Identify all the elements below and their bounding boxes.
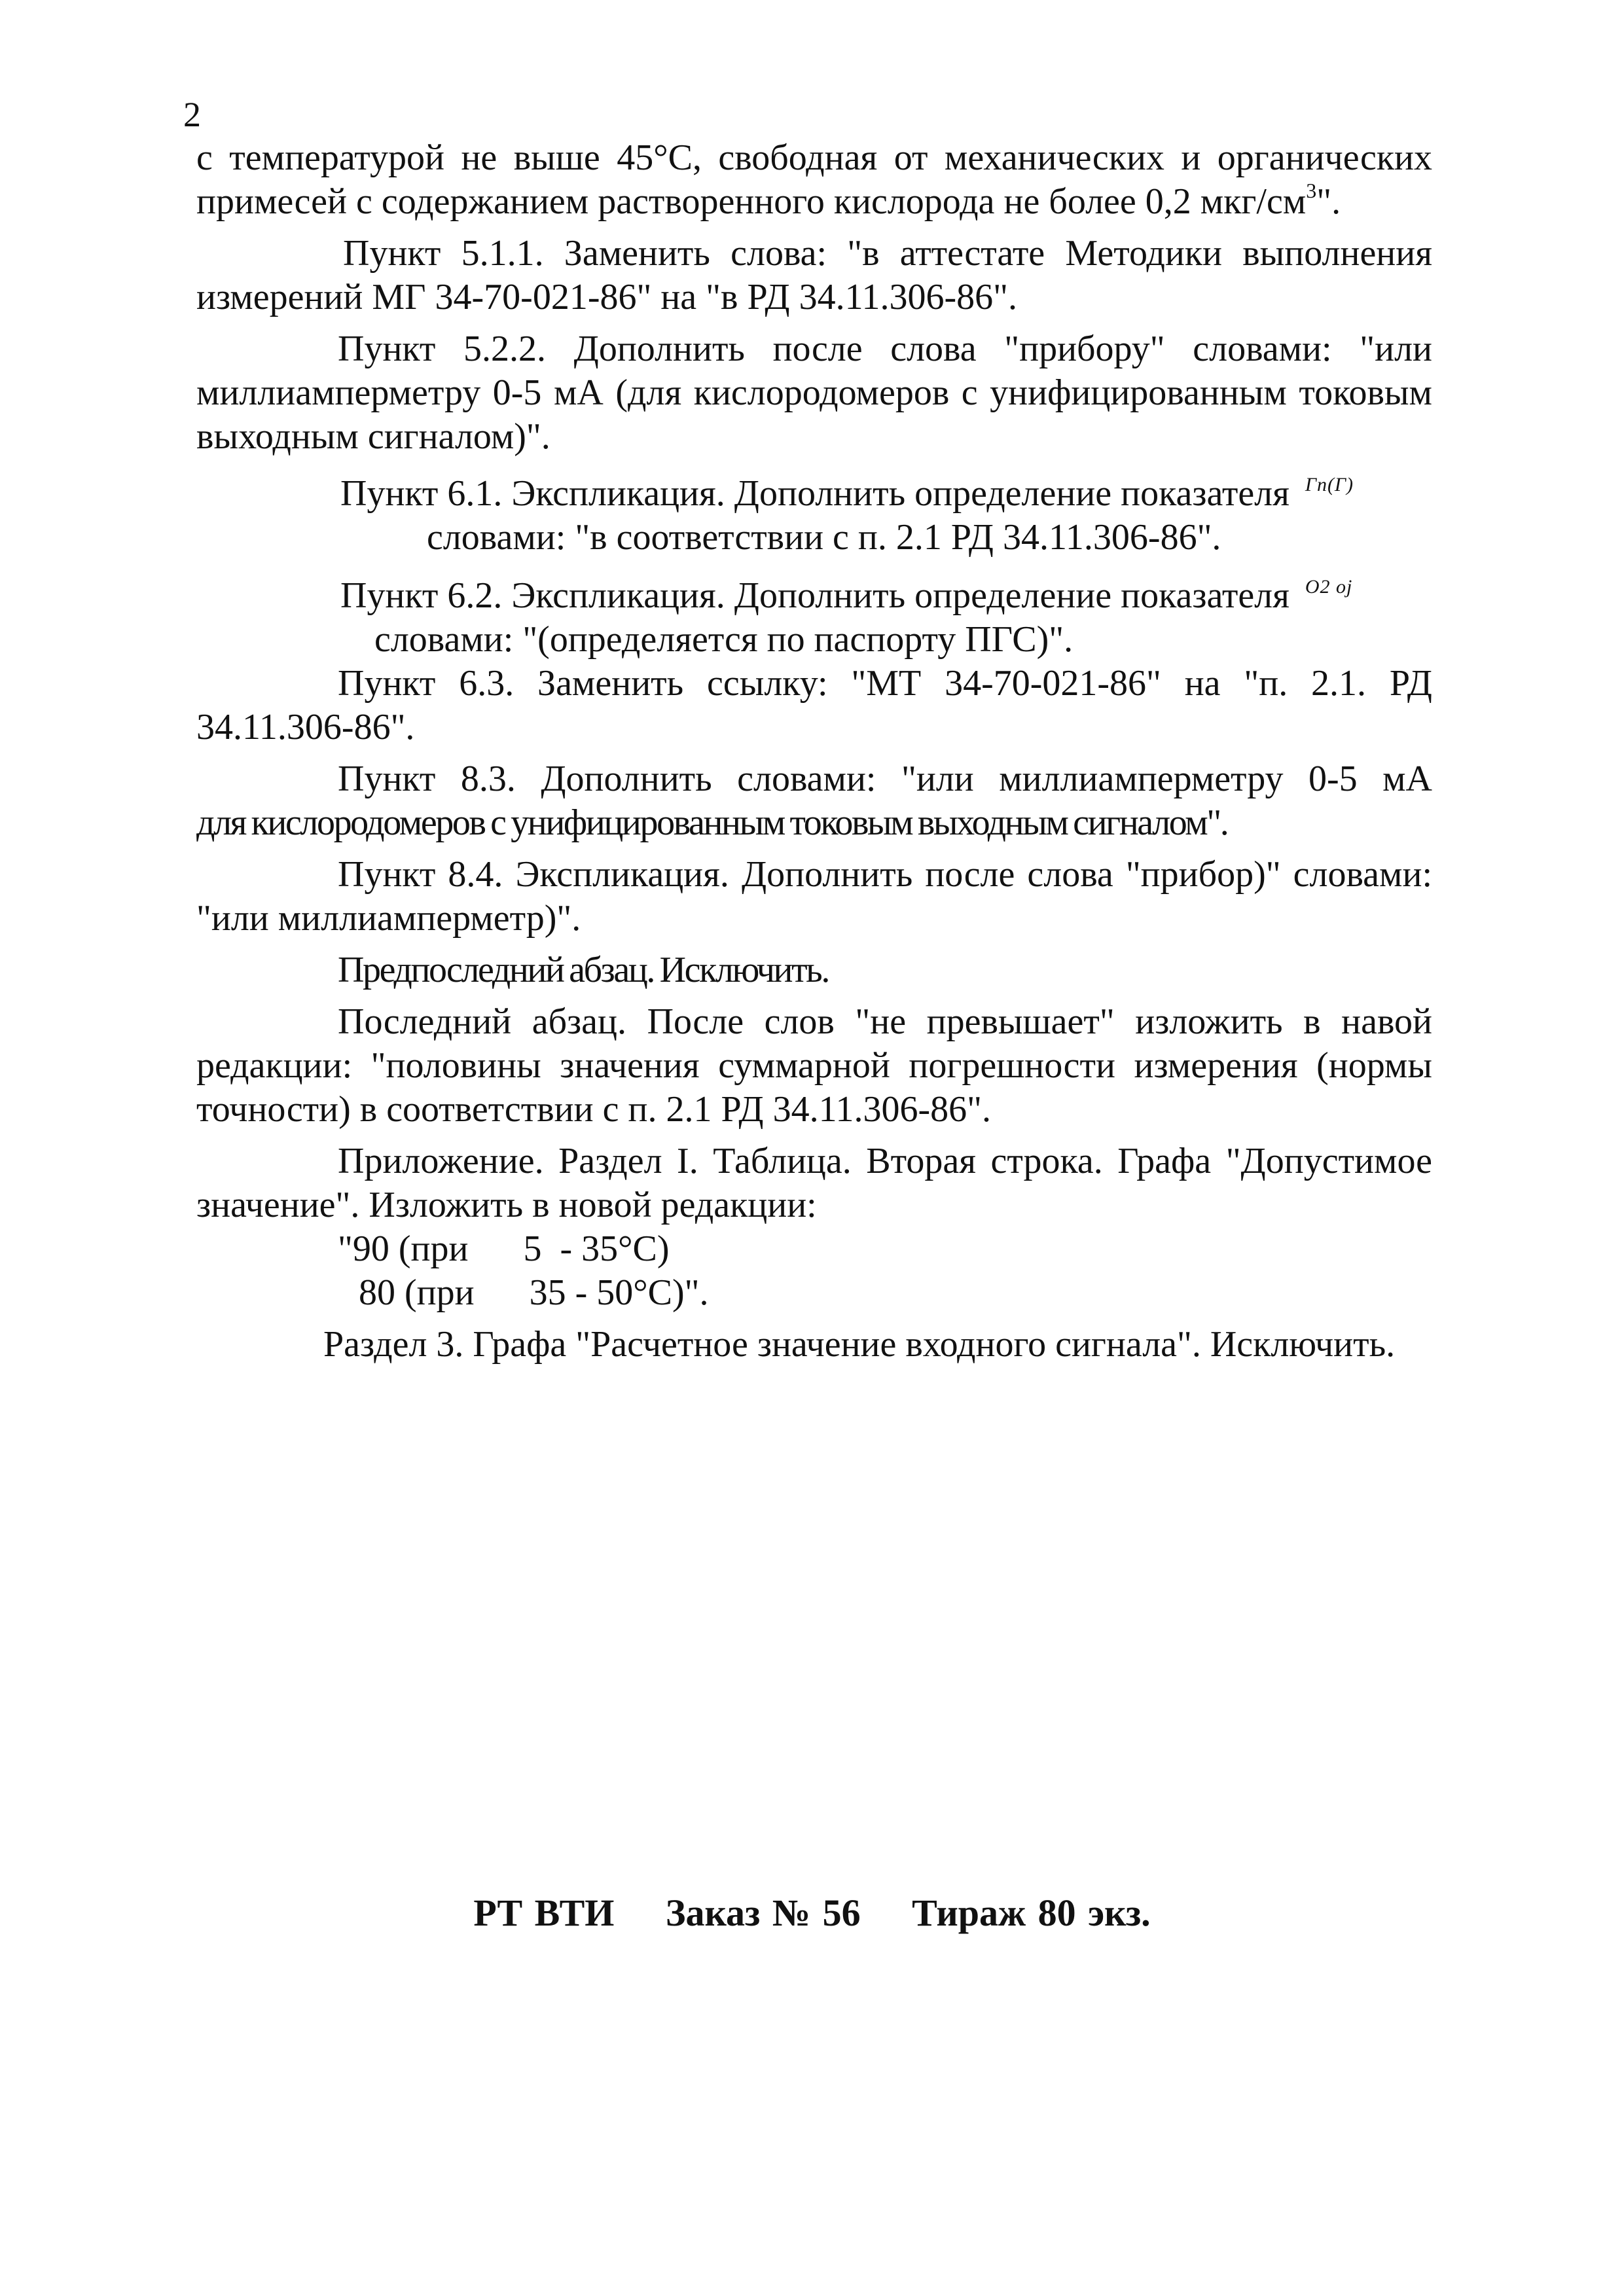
paragraph-6-1-line2: словами: "в соответствии с п. 2.1 РД 34.11.306-86".: [427, 517, 1221, 558]
superscript-cubed: 3: [1306, 179, 1317, 202]
paragraph-8-3-line1: Пункт 8.3. Дополнить словами: "или миллиамперметру 0-5 мА: [338, 759, 1432, 799]
paragraph-6-2: [196, 574, 1432, 662]
paragraph-penultimate: Предпоследний абзац. Исключить.: [338, 950, 829, 990]
paragraph-last-abzac: Последний абзац. После слов "не превышает" изложить в навой редакции: "половины значения суммарной погрешности измерения (нормы точности) в соответствии с п. 2.1 РД 34.11.306-86".: [196, 1001, 1432, 1130]
paragraph-8-3: [196, 757, 1432, 845]
paragraph-5-2-2: Пункт 5.2.2. Дополнить после слова "прибору" словами: "или миллиамперметру 0-5 мА (для кислородомеров с унифицированным токовым выходным сигналом)".: [196, 329, 1432, 457]
paragraph-5-1-1: Пункт 5.1.1. Заменить слова: "в аттестате Методики выполнения измерений МГ 34-70-021-86" на "в РД 34.11.306-86".: [196, 233, 1432, 317]
table-value-line-2: 80 (при 35 - 50°С)".: [359, 1272, 709, 1313]
footer-org: РТ ВТИ: [473, 1892, 615, 1934]
paragraph-8-3-line2: для кислородомеров с унифицированным токовым выходным сигналом".: [196, 802, 1228, 843]
paragraph-6-1-line1: Пункт 6.1. Экспликация. Дополнить определение показателя: [340, 473, 1290, 514]
paragraph-6-2-line1: Пункт 6.2. Экспликация. Дополнить определение показателя: [340, 575, 1290, 616]
paragraph-8-4: Пункт 8.4. Экспликация. Дополнить после слова "прибор)" словами: "или миллиамперметр)".: [196, 854, 1432, 939]
footer-order: Заказ № 56: [665, 1892, 861, 1934]
document-body: [196, 136, 1432, 1367]
paragraph-water-spec-end: ".: [1316, 181, 1341, 222]
imprint-footer: [0, 1890, 1624, 1936]
paragraph-6-1: [196, 472, 1432, 560]
footer-run: Тираж 80 экз.: [912, 1892, 1151, 1934]
paragraph-section-3: Раздел 3. Графа "Расчетное значение входного сигнала". Исключить.: [323, 1324, 1396, 1365]
paragraph-6-2-line2: словами: "(определяется по паспорту ПГС)".: [374, 619, 1074, 660]
indicator-symbol-o2: O2 oj: [1305, 576, 1353, 598]
paragraph-water-spec-text: с температурой не выше 45°С, свободная от механических и органических примесей с содержанием растворенного кислорода не более 0,2 мкг/см: [196, 137, 1432, 222]
indicator-symbol-gamma: Γn(Г): [1305, 474, 1354, 495]
paragraph-6-3: Пункт 6.3. Заменить ссылку: "МТ 34-70-021-86" на "п. 2.1. РД 34.11.306-86".: [196, 663, 1432, 747]
paragraph-appendix: Приложение. Раздел I. Таблица. Вторая строка. Графа "Допустимое значение". Изложить в новой редакции:: [196, 1141, 1432, 1225]
table-value-line-1: "90 (при 5 - 35°С): [338, 1229, 670, 1269]
page-number: 2: [183, 95, 201, 134]
paragraph-water-spec: [196, 136, 1432, 224]
